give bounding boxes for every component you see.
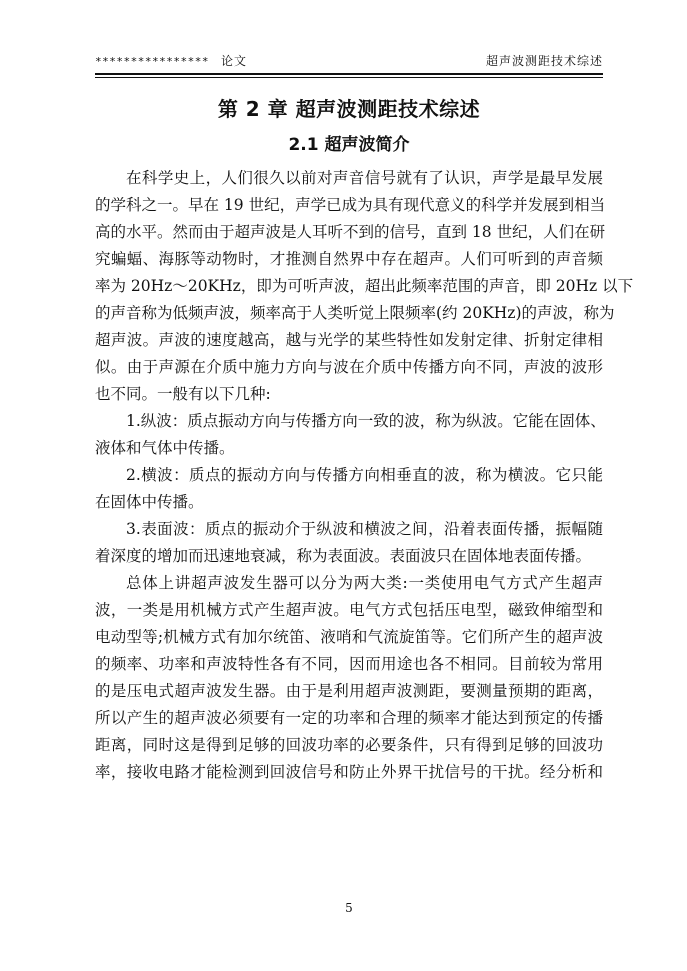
list-item-line: 3.表面波：质点的振动介于纵波和横波之间，沿着表面传播，振幅随 bbox=[126, 520, 603, 538]
paragraph-line: 率，接收电路才能检测到回波信号和防止外界干扰信号的干扰。经分析和 bbox=[95, 763, 603, 781]
paragraph-line: 电动型等;机械方式有加尔统笛、液哨和气流旋笛等。它们所产生的超声波 bbox=[95, 628, 603, 646]
list-item-line: 1.纵波：质点振动方向与传播方向一致的波，称为纵波。它能在固体、 bbox=[126, 412, 606, 430]
header-rule-thin bbox=[95, 77, 603, 78]
header-doc-type: 论文 bbox=[220, 54, 247, 68]
paragraph-line: 的学科之一。早在 19 世纪，声学已成为具有现代意义的科学并发展到相当 bbox=[95, 196, 606, 214]
list-item-line: 液体和气体中传播。 bbox=[95, 439, 235, 457]
paragraph-line: 总体上讲超声波发生器可以分为两大类:一类使用电气方式产生超声 bbox=[126, 574, 603, 592]
paragraph-line: 也不同。一般有以下几种: bbox=[95, 385, 271, 403]
paragraph-line: 超声波。声波的速度越高，越与光学的某些特性如发射定律、折射定律相 bbox=[95, 331, 603, 349]
paragraph-line: 的是压电式超声波发生器。由于是利用超声波测距，要测量预期的距离， bbox=[95, 682, 603, 700]
header-running-title: 超声波测距技术综述 bbox=[485, 54, 603, 68]
paragraph-line: 的频率、功率和声波特性各有不同，因而用途也各不相同。目前较为常用 bbox=[95, 655, 603, 673]
chapter-title: 第 2 章 超声波测距技术综述 bbox=[217, 97, 481, 121]
paragraph-line: 似。由于声源在介质中施力方向与波在介质中传播方向不同，声波的波形 bbox=[95, 358, 603, 376]
paragraph-line: 波，一类是用机械方式产生超声波。电气方式包括压电型，磁致伸缩型和 bbox=[95, 601, 603, 619]
list-item-line: 在固体中传播。 bbox=[95, 493, 204, 511]
paragraph-line: 的声音称为低频声波，频率高于人类听觉上限频率(约 20KHz)的声波，称为 bbox=[95, 304, 615, 322]
page-number: 5 bbox=[345, 901, 353, 915]
paragraph-line: 究蝙蝠、海豚等动物时，才推测自然界中存在超声。人们可听到的声音频 bbox=[95, 250, 603, 268]
list-item-line: 2.横波：质点的振动方向与传播方向相垂直的波，称为横波。它只能 bbox=[126, 466, 603, 484]
header-rule-thick bbox=[95, 73, 603, 75]
list-item-line: 着深度的增加而迅速地衰减，称为表面波。表面波只在固体地表面传播。 bbox=[95, 547, 592, 565]
paragraph-line: 所以产生的超声波必须要有一定的功率和合理的频率才能达到预定的传播 bbox=[95, 709, 603, 727]
section-title: 2.1 超声波简介 bbox=[288, 135, 410, 155]
page-header bbox=[95, 52, 603, 70]
header-left bbox=[95, 52, 247, 71]
paragraph-line: 率为 20Hz～20KHz，即为可听声波，超出此频率范围的声音，即 20Hz 以下 bbox=[95, 277, 634, 295]
paragraph-line: 在科学史上，人们很久以前对声音信号就有了认识，声学是最早发展 bbox=[126, 169, 603, 187]
paragraph-line: 距离，同时这是得到足够的回波功率的必要条件，只有得到足够的回波功 bbox=[95, 736, 603, 754]
body-text bbox=[95, 165, 634, 786]
paragraph-line: 高的水平。然而由于超声波是人耳听不到的信号，直到 18 世纪，人们在研 bbox=[95, 223, 606, 241]
header-left-mark: **************** bbox=[95, 55, 209, 68]
